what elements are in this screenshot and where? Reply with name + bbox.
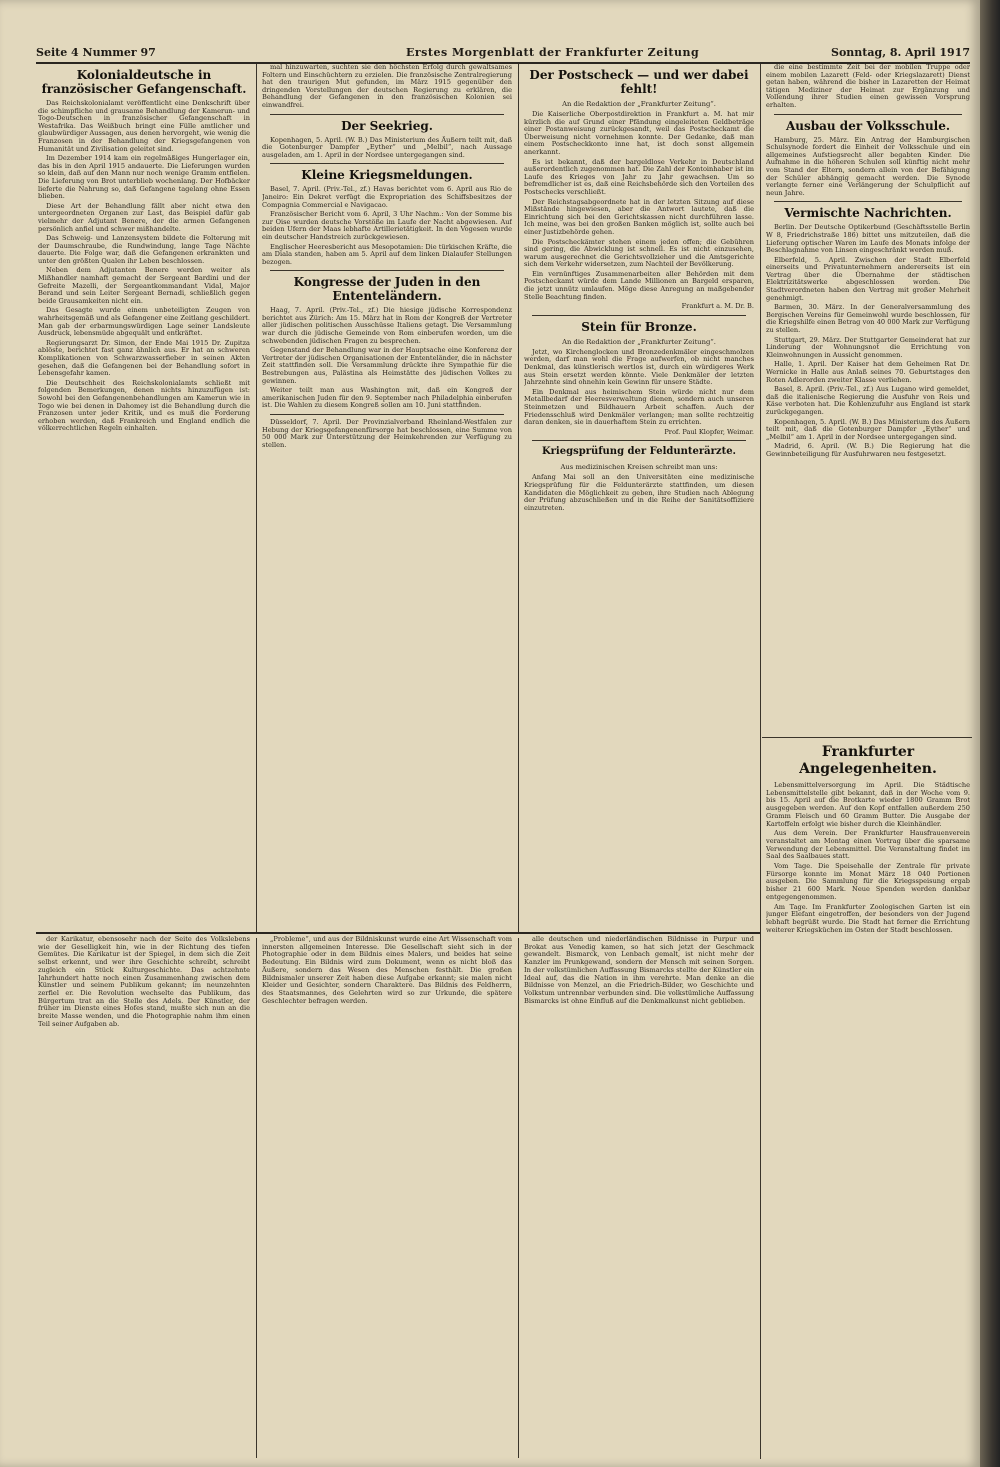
- section-divider: [762, 737, 972, 738]
- paragraph: Das Schweig- und Lanzensystem bildete die Folterung mit der Daumschraube, die Rundwindung, lange Tage Nächte dauerte. Die Folge war, daß die Gefangenen erkrankten und unter den größten Qualen ihr Leben beschlossen.: [38, 234, 250, 265]
- paragraph: Die Postscheckämter stehen einem jeden offen; die Gebühren sind gering, die Abwicklung ist schnell. Es ist nicht einzusehen, warum ausgerechnet die Gerichtsvollzieher und die Amtsgerichte sich dem Verkehr widersetzen, zum Nachteil der Bevölkerung.: [524, 237, 754, 269]
- paragraph: Der Reichstagsabgeordnete hat in der letzten Sitzung auf diese Mißstände hingewiesen, aber die Antwort lautete, daß die Einrichtung sich bei den Gerichtskassen nicht durchführen lasse. Ich meine, was bei den großen Banken möglich ist, sollte auch bei einer Justizbehörde gehen.: [524, 197, 754, 236]
- article-subtitle: Aus medizinischen Kreisen schreibt man uns:: [560, 463, 718, 472]
- paragraph: Haag, 7. April. (Priv.-Tel., zf.) Die hiesige jüdische Korrespondenz berichtet aus Zürich: Am 15. März hat in Rom der Kongreß der Vertreter aller jüdischen politischen Ausschüsse Italiens getagt. Die Versammlung war durch die jüdische Gemeinde von Rom einberufen worden, um die schwebenden jüdischen Fragen zu besprechen.: [262, 306, 512, 345]
- issue-date: Sonntag, 8. April 1917: [831, 46, 970, 59]
- article-subtitle: An die Redaktion der „Frankfurter Zeitung“.: [562, 100, 716, 108]
- paragraph: Die Deutschheit des Reichskolonialamts schließt mit folgenden Bemerkungen, denen nichts hinzuzufügen ist: Sowohl bei den Gefangenenbehandlungen am Kamerun wie in Togo wie bei denen in Dahomey ist die Behandlung durch die Franzosen unter jeder Kritik, und es muß die Forderung erhoben werden, daß Frankreich und England endlich die völkerrechtlichen Regeln einhalten.: [38, 378, 250, 433]
- separator: [270, 270, 504, 271]
- column-divider: [760, 64, 761, 1459]
- separator: [774, 201, 962, 202]
- paragraph: Lebensmittelversorgung im April. Die Städtische Lebensmittelstelle gibt bekannt, daß in der Woche vom 9. bis 15. April auf die Brotkarte wieder 1800 Gramm Brot ausgegeben werden. Auf den Kopf entfallen außerdem 250 Gramm Fleisch und 60 Gramm Butter. Die Ausgabe der Kartoffeln erfolgt wie bisher durch die Kleinhändler.: [766, 781, 970, 828]
- separator: [532, 315, 746, 316]
- paragraph: Kopenhagen, 5. April. (W. B.) Das Ministerium des Äußern teilt mit, daß die Gotenburger Dampfer „Eyther“ und „Melbil“, nach Aussage ausgeladen, am 1. April in der Nordsee untergegangen sind.: [262, 135, 512, 159]
- newspaper-title: Erstes Morgenblatt der Frankfurter Zeitung: [406, 46, 700, 59]
- article-title-kongresse: Kongresse der Juden in den Ententeländern.: [293, 275, 481, 304]
- article-title-frankfurter: Frankfurter Angelegenheiten.: [799, 744, 937, 777]
- paragraph: Die Kaiserliche Oberpostdirektion in Frankfurt a. M. hat mir kürzlich die auf Grund einer Pfändung eingeleiteten Geldbeträge einer Postanweisung zurückgesandt, weil das Postscheckamt die Überweisung nicht vornehmen konnte. Der Gedanke, daß man einem Postscheckkonto inne hat, ist doch sonst allgemein anerkannt.: [524, 110, 754, 156]
- article-title-kriegspruefung: Kriegsprüfung der Feldunterärzte.: [541, 446, 737, 458]
- paragraph: Kopenhagen, 5. April. (W. B.) Das Ministerium des Äußern teilt mit, daß die Gotenburger Dampfer „Eyther“ und „Melbil“ am 1. April in der Nordsee untergegangen sind.: [766, 417, 970, 441]
- signature: Prof. Paul Klopfer, Weimar.: [664, 427, 754, 436]
- paragraph: Anfang Mai soll an den Universitäten eine medizinische Kriegsprüfung für die Feldunterärzte stattfinden, um diesen Kandidaten die Möglichkeit zu geben, ihre Studien nach Ablegung der Prüfung abzuschließen und in die Reihe der Sanitätsoffiziere einzutreten.: [524, 473, 754, 512]
- paragraph: Im Dezember 1914 kam ein regelmäßiges Hungerlager ein, das bis in den April 1915 andauerte. Die Lieferungen wurden so klein, daß auf den Mann nur noch wenige Gramm entfielen. Die Lieferung von Brot unterblieb wochenlang. Der Hofbäcker lieferte die Nahrung so, daß Gefangene tagelang ohne Essen blieben.: [38, 154, 250, 201]
- paragraph: Das Gesagte wurde einem unbeteiligten Zeugen von wahrheitsgemäß und als Gefangener eine Zeitlang geschildert. Man gab der erbarmungswürdigen Lage seiner Landsleute Ausdruck, lebensmüde abgequält und entkräftet.: [38, 306, 250, 338]
- article-title-vermischte: Vermischte Nachrichten.: [784, 206, 952, 221]
- article-title-seekrieg: Der Seekrieg.: [341, 118, 433, 133]
- separator: [532, 440, 746, 441]
- paragraph: Weiter teilt man aus Washington mit, daß ein Kongreß der amerikanischen Juden für den 9. September nach Philadelphia einberufen ist. Die Wahlen zu diesem Kongreß sollen am 10. Juni stattfinden.: [262, 386, 512, 410]
- paragraph: Ein vernünftiges Zusammenarbeiten aller Behörden mit dem Postscheckamt würde dem Lande Millionen an Bargeld ersparen, die jetzt unnütz umlaufen. Möge diese Anregung an maßgebender Stelle Beachtung finden.: [524, 269, 754, 301]
- paragraph: Stuttgart, 29. März. Der Stuttgarter Gemeinderat hat zur Linderung der Wohnungsnot die Errichtung von Kleinwohnungen in Aussicht genommen.: [766, 335, 970, 359]
- feuilleton-column: [262, 936, 512, 1456]
- paragraph: Vom Tage. Die Speisehalle der Zentrale für private Fürsorge konnte im Monat März 18 040 Portionen ausgeben. Die Sammlung für die Kriegsspeisung ergab bisher 21 600 Mark. Neue Spenden werden dankbar entgegengenommen.: [766, 862, 970, 901]
- paragraph: Es ist bekannt, daß der bargeldlose Verkehr in Deutschland außerordentlich zugenommen hat. Die Zahl der Kontoinhaber ist im Laufe des Krieges von Jahr zu Jahr gewachsen. Um so befremdlicher ist es, daß eine Reichsbehörde sich den Vorteilen des Postschecks verschließt.: [524, 157, 754, 196]
- paragraph: Gegenstand der Behandlung war in der Hauptsache eine Konferenz der Vertreter der jüdischen Organisationen der Ententeländer, die in nächster Zeit stattfinden soll. Die Versammlung drückte ihre Sympathie für die Bestrebungen aus, Palästina als Heimstätte des jüdischen Volkes zu gewinnen.: [262, 346, 512, 385]
- article-title-kolonialdeutsche: Kolonialdeutsche in französischer Gefangenschaft.: [41, 68, 247, 96]
- article-title-postscheck: Der Postscheck — und wer dabei fehlt!: [529, 68, 749, 96]
- paragraph: Berlin. Der Deutsche Optikerbund (Geschäftsstelle Berlin W 8, Friedrichstraße 186) bittet uns mitzuteilen, daß die Lieferung optischer Waren im Laufe des Monats infolge der Beschlagnahme von Linsen eingeschränkt werden muß.: [766, 223, 970, 255]
- paragraph: Das Reichskolonialamt veröffentlicht eine Denkschrift über die schimpfliche und grausame Behandlung der Kamerun- und Togo-Deutschen in französischer Gefangenschaft in Westafrika. Das Weißbuch bringt eine Fülle amtlicher und glaubwürdiger Aussagen, aus denen hervorgeht, wie wenig die Franzosen in der Behandlung der Kriegsgefangenen von Humanität und Zivilisation geleitet sind.: [38, 99, 250, 153]
- column-seekrieg: [262, 64, 512, 926]
- separator: [270, 414, 504, 415]
- signature: Frankfurt a. M. Dr. B.: [681, 302, 754, 311]
- paragraph: Diese Art der Behandlung fällt aber nicht etwa den untergeordneten Organen zur Last, das Beispiel dafür gab vielmehr der Adjutant Benere, der die armen Gefangenen persönlich anfiel und schwer mißhandelte.: [38, 201, 250, 233]
- paragraph: Elberfeld, 5. April. Zwischen der Stadt Elberfeld einerseits und Privatunternehmern andererseits ist ein Vertrag über die Übernahme der städtischen Elektrizitätswerke abgeschlossen worden. Die Stadtverordneten haben den Vertrag mit großer Mehrheit genehmigt.: [766, 255, 970, 302]
- page-number: Seite 4 Nummer 97: [36, 46, 156, 59]
- paragraph: Hamburg, 25. März. Ein Antrag der Hamburgischen Schulsynode fordert die Einheit der Volksschule und ein allgemeines Aufstiegsrecht aller begabten Kinder. Die Aufnahme in die höheren Schulen soll künftig nicht mehr vom Stand der Eltern, sondern allein von der Befähigung der Schüler abhängig gemacht werden. Die Synode verlangte ferner eine Verlängerung der Schulpflicht auf neun Jahre.: [766, 135, 970, 197]
- paragraph: alle deutschen und niederländischen Bildnisse in Purpur und Brokat aus Venedig kamen, so hat sich jetzt der Geschmack gewandelt. Bismarck, von Lenbach gemalt, ist nicht mehr der Kanzler im Prunkgewand, sondern der Mensch mit seinen Sorgen. In der volkstümlichen Auffassung Bismarcks stellte der Künstler ein Ideal auf, das die Nation in ihm verehrte. Man denke an die Bildnisse von Menzel, an die Friedrich-Bilder, wo Geschichte und Volkstum untrennbar verbunden sind. Die volkstümliche Auffassung Bismarcks ist ohne Einfluß auf die Denkmalkunst nicht geblieben.: [524, 936, 754, 1005]
- column-divider: [256, 938, 257, 1458]
- paragraph: Neben dem Adjutanten Benere werden weiter als Mißhandler namhaft gemacht der Sergeant Bardini und der Gefreite Mazelli, der Sergeantkommandant Vidal, Major Berand und sein Leiter Sergeant Bernadi, schließlich gegen beide Grausamkeiten nicht ein.: [38, 266, 250, 305]
- paragraph: „Probleme“, und aus der Bildniskunst wurde eine Art Wissenschaft vom innersten allgemeinen Interesse. Die Gesellschaft sieht sich in der Photographie oder in dem Bildnis eines Malers, und beides hat seine Bedeutung. Ein Bildnis wird zum Dokument, wenn es nicht bloß das Äußere, sondern das Wesen des Menschen festhält. Die großen Bildnismaler unserer Zeit haben diese Aufgabe erkannt; sie malen nicht Kleider und Gesichter, sondern Charaktere. Das Bildnis des Feldherrn, des Staatsmannes, des Gelehrten wird so zur Urkunde, die spätere Geschlechter befragen werden.: [262, 936, 512, 1005]
- binding-spine: [980, 0, 1000, 1467]
- article-title-volksschule: Ausbau der Volksschule.: [785, 118, 951, 133]
- paragraph: Halle, 1. April. Der Kaiser hat dem Geheimen Rat Dr. Wernicke in Halle aus Anlaß seines 70. Geburtstages den Roten Adlerorden zweiter Klasse verliehen.: [766, 360, 970, 384]
- feuilleton-column: [524, 936, 754, 1456]
- paragraph: der Karikatur, ebensosehr nach der Seite des Volkslebens wie der Geselligkeit hin, wie in der Richtung des tiefen Gemütes. Die Karikatur ist der Spiegel, in dem sich die Zeit selbst erkennt, und wer ihre Geschichte schreibt, schreibt zugleich ein Stück Kulturgeschichte. Das achtzehnte Jahrhundert hatte noch einen Zusammenhang zwischen dem Künstler und seinem Publikum gekannt; im neunzehnten zerfiel er. Die Revolution wechselte das Publikum, das Bürgertum trat an die Stelle des Adels. Der Künstler, der früher im Dienste eines Hofes stand, mußte sich nun an die breite Masse wenden, und die Photographie nahm ihm einen Teil seiner Aufgaben ab.: [38, 936, 250, 1028]
- column-divider: [256, 64, 257, 934]
- paragraph: Jetzt, wo Kirchenglocken und Bronzedenkmäler eingeschmolzen werden, darf man wohl die Frage aufwerfen, ob nicht manches Denkmal, das künstlerisch wertlos ist, durch ein würdigeres Werk aus Stein ersetzt werden könnte. Viele Denkmäler der letzten Jahrzehnte sind ohnehin kein Gewinn für unsere Städte.: [524, 347, 754, 387]
- column-divider: [518, 64, 519, 934]
- separator: [270, 163, 504, 164]
- article-title-stein: Stein für Bronze.: [581, 319, 697, 334]
- paragraph: die eine bestimmte Zeit bei der mobilen Truppe oder einem mobilen Lazarett (Feld- oder Kriegslazarett) Dienst getan haben, während die bisher in Lazaretten der Heimat tätigen Mediziner der Heimat zur Ergänzung und Vollendung ihrer Studien einen gewissen Vorsprung erhalten.: [766, 64, 970, 109]
- column-vermischte: [766, 64, 970, 732]
- masthead: [36, 44, 970, 64]
- column-postscheck: [524, 64, 754, 926]
- article-subtitle: An die Redaktion der „Frankfurter Zeitung“.: [562, 337, 716, 346]
- column-kolonialdeutsche: [38, 64, 250, 926]
- article-title-kriegsmeldungen: Kleine Kriegsmeldungen.: [301, 168, 473, 183]
- paragraph: Basel, 8. April. (Priv.-Tel., zf.) Aus Lugano wird gemeldet, daß die italienische Regierung die Ausfuhr von Reis und Käse verboten hat. Die Kohlenzufuhr aus England ist stark zurückgegangen.: [766, 385, 970, 416]
- feuilleton-column: [38, 936, 250, 1456]
- paragraph: Aus dem Verein. Der Frankfurter Hausfrauenverein veranstaltet am Montag einen Vortrag über die sparsame Verwendung der Lebensmittel. Die Veranstaltung findet im Saal des Saalbaues statt.: [766, 829, 970, 861]
- paragraph: Düsseldorf, 7. April. Der Provinzialverband Rheinland-Westfalen zur Hebung der Kriegsgefangenenfürsorge hat beschlossen, eine Summe von 50 000 Mark zur Unterstützung der Heimkehrenden zur Verfügung zu stellen.: [262, 418, 512, 449]
- paragraph: Französischer Bericht vom 6. April, 3 Uhr Nachm.: Von der Somme bis zur Oise wurden deutsche Vorstöße im Laufe der Nacht abgewiesen. Auf beiden Ufern der Maas lebhafte Artillerietätigkeit. In den Vogesen wurde ein deutscher Handstreich zurückgewiesen.: [262, 210, 512, 241]
- paragraph: Madrid, 6. April. (W. B.) Die Regierung hat die Gewinnbeteiligung für Ausfuhrwaren neu festgesetzt.: [766, 442, 970, 458]
- paragraph: Basel, 7. April. (Priv.-Tel., zf.) Havas berichtet vom 6. April aus Rio de Janeiro: Ein Dekret verfügt die Expropriation des Schiffsbesitzes der Compagnia Commercial e Navigacao.: [262, 185, 512, 209]
- paragraph: Ein Denkmal aus heimischem Stein würde nicht nur dem Metallbedarf der Heeresverwaltung dienen, sondern auch unseren Steinmetzen und Bildhauern Arbeit schaffen. Auch der Friedensschluß wird Denkmäler verlangen; man sollte rechtzeitig daran denken, sie in dauerhaftem Stein zu errichten.: [524, 387, 754, 427]
- frankfurter-angelegenheiten: [766, 742, 970, 1457]
- paragraph: Am Tage. Im Frankfurter Zoologischen Garten ist ein junger Elefant eingetroffen, der besonders von der Jugend lebhaft begrüßt wurde. Die Stadt hat ferner die Errichtung weiterer Kriegsküchen im Osten der Stadt beschlossen.: [766, 902, 970, 934]
- feuilleton-divider: [36, 932, 760, 934]
- paragraph: Barmen, 30. März. In der Generalversammlung des Bergischen Vereins für Gemeinwohl wurde beschlossen, für die Kriegshilfe einen Betrag von 40 000 Mark zur Verfügung zu stellen.: [766, 303, 970, 335]
- separator: [270, 114, 504, 115]
- column-divider: [518, 938, 519, 1458]
- paragraph: Englischer Heeresbericht aus Mesopotamien: Die türkischen Kräfte, die am Diala standen, haben am 5. April auf dem linken Dialaufer Stellungen bezogen.: [262, 242, 512, 266]
- paragraph: mal hinzuwarten, suchten sie den höchsten Erfolg durch gewaltsames Foltern und Einschüchtern zu erzielen. Die französische Zentralregierung hat den traurigen Mut gefunden, im März 1915 gegenüber den dringenden Vorstellungen der deutschen Regierung zu erklären, die Behandlung der Gefangenen in den französischen Kolonien sei einwandfrei.: [262, 64, 512, 109]
- separator: [774, 114, 962, 115]
- paragraph: Regierungsarzt Dr. Simon, der Ende Mai 1915 Dr. Zupitza ablöste, berichtet fast ganz ähnlich aus. Er hat an schweren Komplikationen von Schwarzwasserfieber in seinen Akten gesehen, daß die Gefangenen bei der Behandlung sofort in Lebensgefahr kamen.: [38, 338, 250, 378]
